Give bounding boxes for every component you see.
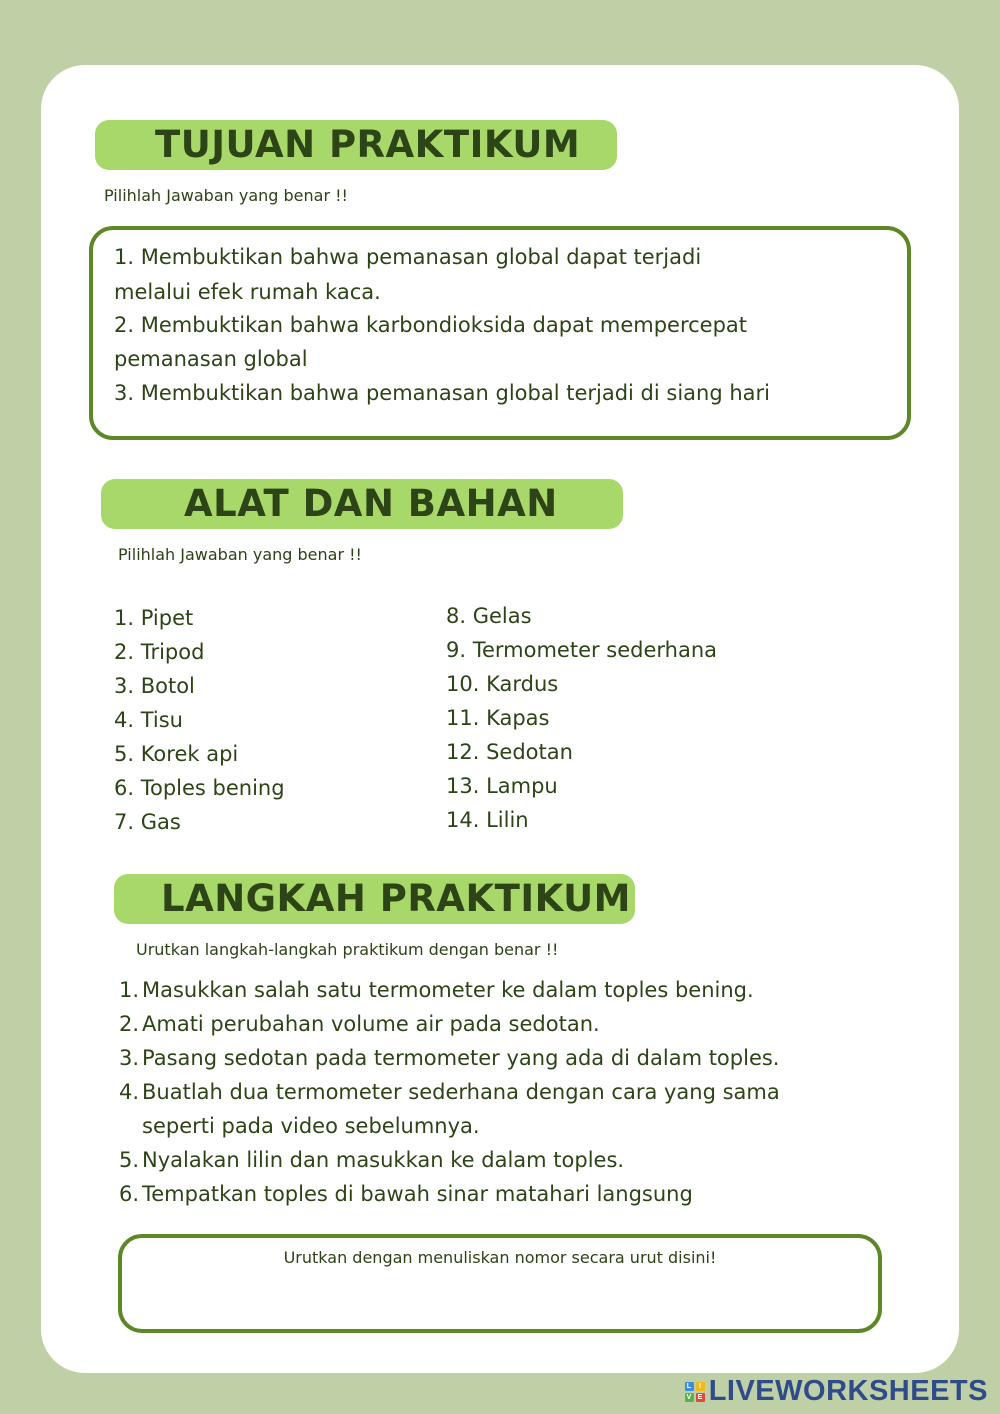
step-text[interactable]: Pasang sedotan pada termometer yang ada di dalam toples.: [142, 1046, 780, 1070]
instruction-alat: Pilihlah Jawaban yang benar !!: [118, 545, 362, 564]
brand-name: LIVEWORKSHEETS: [708, 1375, 988, 1407]
alat-item[interactable]: 7. Gas: [114, 810, 181, 834]
section-title-langkah: LANGKAH PRAKTIKUM: [114, 874, 635, 924]
liveworksheets-logo: [685, 1375, 988, 1408]
tujuan-option-line[interactable]: 1. Membuktikan bahwa pemanasan global dapat terjadi: [114, 245, 702, 269]
alat-item[interactable]: 9. Termometer sederhana: [446, 638, 718, 662]
tujuan-option-line[interactable]: melalui efek rumah kaca.: [114, 280, 381, 304]
alat-item[interactable]: 14. Lilin: [446, 808, 529, 832]
step-number: 2.: [118, 1012, 139, 1036]
step-text[interactable]: Amati perubahan volume air pada sedotan.: [142, 1012, 600, 1036]
alat-item[interactable]: 6. Toples bening: [114, 776, 285, 800]
alat-item[interactable]: 1. Pipet: [114, 606, 194, 630]
instruction-tujuan: Pilihlah Jawaban yang benar !!: [104, 186, 348, 205]
step-text[interactable]: Masukkan salah satu termometer ke dalam toples bening.: [142, 978, 754, 1002]
instruction-langkah: Urutkan langkah-langkah praktikum dengan benar !!: [136, 940, 559, 959]
step-text[interactable]: Buatlah dua termometer sederhana dengan cara yang sama: [142, 1080, 780, 1104]
alat-item[interactable]: 2. Tripod: [114, 640, 205, 664]
tujuan-option-line[interactable]: 3. Membuktikan bahwa pemanasan global terjadi di siang hari: [114, 381, 770, 405]
logo-letter: E: [697, 1393, 703, 1401]
step-text[interactable]: Tempatkan toples di bawah sinar matahari langsung: [142, 1182, 693, 1206]
alat-item[interactable]: 5. Korek api: [114, 742, 239, 766]
alat-item[interactable]: 3. Botol: [114, 674, 195, 698]
tujuan-option-line[interactable]: 2. Membuktikan bahwa karbondioksida dapat mempercepat: [114, 313, 748, 337]
step-number: 3.: [118, 1046, 139, 1070]
alat-item[interactable]: 8. Gelas: [446, 604, 532, 628]
alat-item[interactable]: 10. Kardus: [446, 672, 559, 696]
step-number: 5.: [118, 1148, 139, 1172]
logo-letter: V: [686, 1393, 692, 1401]
step-number: 1.: [118, 978, 139, 1002]
alat-item[interactable]: 12. Sedotan: [446, 740, 573, 764]
answer-input-box[interactable]: [118, 1234, 882, 1333]
alat-item[interactable]: 4. Tisu: [114, 708, 183, 732]
liveworksheets-logo-icon: [685, 1382, 705, 1402]
alat-item[interactable]: 11. Kapas: [446, 706, 550, 730]
logo-letter: L: [685, 1382, 694, 1391]
section-title-tujuan: TUJUAN PRAKTIKUM: [95, 120, 617, 170]
tujuan-option-line[interactable]: pemanasan global: [114, 347, 308, 371]
step-number: 4.: [118, 1080, 139, 1104]
alat-item[interactable]: 13. Lampu: [446, 774, 558, 798]
step-number: 6.: [118, 1182, 139, 1206]
logo-letter: I: [696, 1382, 705, 1391]
step-text[interactable]: seperti pada video sebelumnya.: [142, 1114, 480, 1138]
answer-box-instruction: Urutkan dengan menuliskan nomor secara urut disini!: [283, 1248, 717, 1267]
step-text[interactable]: Nyalakan lilin dan masukkan ke dalam toples.: [142, 1148, 625, 1172]
section-title-alat: ALAT DAN BAHAN: [101, 479, 623, 529]
